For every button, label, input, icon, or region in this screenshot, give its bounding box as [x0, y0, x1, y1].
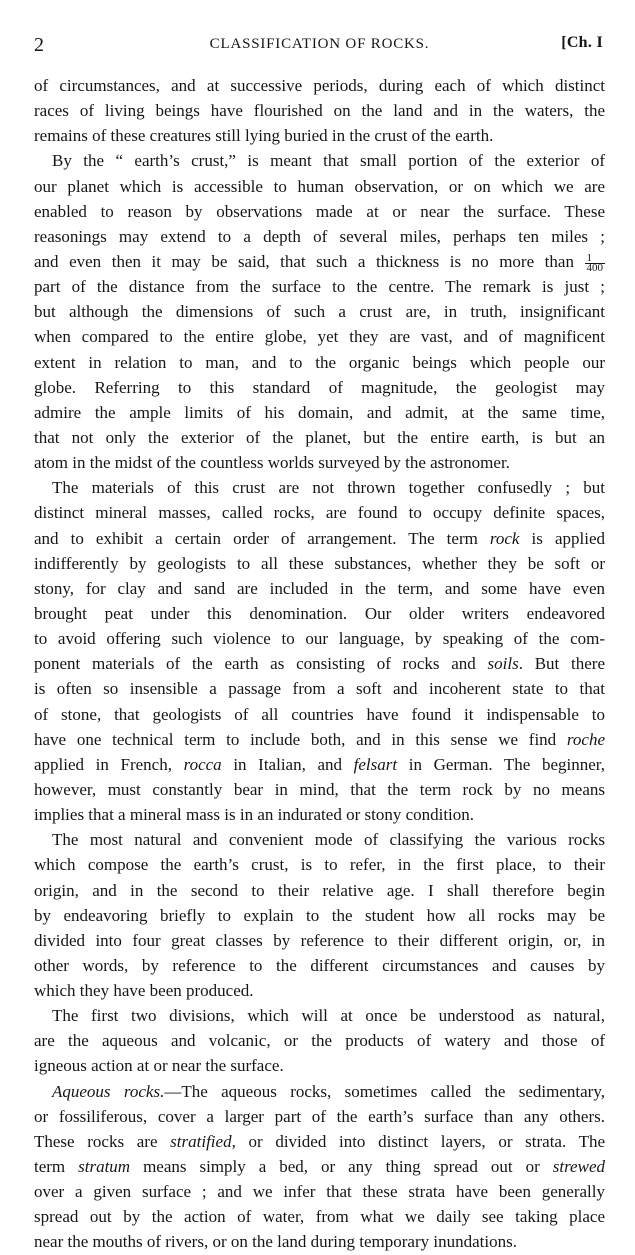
text-segment: —The aqueous rocks, sometimes called the sedimentary,	[164, 1081, 605, 1101]
text-line	[34, 450, 605, 475]
text-line	[34, 878, 605, 903]
text-segment: in German. The beginner,	[397, 754, 605, 774]
italic-term: felsart	[353, 754, 398, 774]
text-segment: By the “ earth’s crust,” is meant that small portion of the exterior of	[52, 151, 605, 171]
text-segment: over a given surface ; and we infer that these strata have been generally	[34, 1182, 605, 1202]
text-line	[34, 601, 605, 626]
fraction	[585, 251, 606, 274]
text-segment: remains of these creatures still lying buried in the crust of the earth.	[34, 126, 494, 146]
text-line	[34, 148, 605, 173]
text-segment: near the mouths of rivers, or on the land during temporary inundations.	[34, 1232, 517, 1252]
text-line	[34, 425, 605, 450]
text-line	[34, 576, 605, 601]
text-segment: origin, and in the second to their relative age. I shall therefore begin	[34, 880, 605, 900]
text-segment: term	[34, 1157, 79, 1177]
text-line	[34, 1179, 605, 1204]
text-line	[34, 1129, 605, 1154]
text-line	[34, 978, 605, 1003]
text-segment: however, must constantly bear in mind, that the term rock by no means	[34, 779, 605, 799]
text-segment: but although the dimensions of such a crust are, in truth, insignificant	[34, 302, 605, 322]
text-line	[34, 1028, 605, 1053]
text-segment: , or divided into distinct layers, or strata. The	[231, 1131, 605, 1151]
text-line	[34, 249, 605, 274]
italic-term: stratum	[78, 1157, 131, 1177]
body-text	[34, 73, 605, 1255]
text-line	[34, 1204, 605, 1229]
text-line	[34, 651, 605, 676]
running-title: CLASSIFICATION OF ROCKS.	[209, 36, 430, 52]
text-segment: have one technical term to include both, and in this sense we find	[34, 729, 567, 749]
text-segment: races of living beings have flourished on the land and in the waters, the	[34, 101, 605, 121]
text-segment: brought peat under this denomination. Our older writers endeavored	[34, 603, 605, 623]
text-line	[34, 777, 605, 802]
text-segment: other words, by reference to the different circumstances and causes by	[34, 955, 605, 975]
text-segment: means simply a bed, or any thing spread out or	[130, 1157, 553, 1177]
text-segment: applied in French,	[34, 754, 184, 774]
text-segment: spread out by the action of water, from what we daily see taking place	[34, 1207, 605, 1227]
text-segment: admire the ample limits of his domain, and admit, at the same time,	[34, 402, 605, 422]
text-segment: that not only the exterior of the planet, but the entire earth, is but an	[34, 427, 605, 447]
text-segment: igneous action at or near the surface.	[34, 1056, 284, 1076]
text-line	[34, 350, 605, 375]
text-line	[34, 199, 605, 224]
text-segment: of circumstances, and at successive periods, during each of which distinct	[34, 76, 605, 95]
italic-term: soils	[487, 654, 519, 674]
text-segment: . But there	[518, 654, 605, 674]
text-segment: and to exhibit a certain order of arrangement. The term	[34, 528, 490, 548]
text-line	[34, 802, 605, 827]
text-line	[34, 1003, 605, 1028]
italic-term: roche	[566, 729, 605, 749]
text-line	[34, 1229, 605, 1254]
text-segment: divided into four great classes by reference to their different origin, or, in	[34, 930, 605, 950]
text-segment: atom in the midst of the countless worlds surveyed by the astronomer.	[34, 453, 510, 473]
text-segment: of stone, that geologists of all countries have found it indispensable to	[34, 704, 605, 724]
text-segment: in Italian, and	[221, 754, 354, 774]
text-line	[34, 526, 605, 551]
text-segment: indifferently by geologists to all these substances, whether they be soft or	[34, 553, 605, 573]
text-segment: is often so insensible a passage from a soft and incoherent state to that	[34, 679, 605, 699]
text-line	[34, 1104, 605, 1129]
text-line	[34, 1079, 605, 1104]
text-segment: The materials of this crust are not thrown together confusedly ; but	[52, 478, 605, 498]
text-line	[34, 174, 605, 199]
fraction-denominator: 400	[586, 261, 603, 274]
italic-term: rock	[489, 528, 520, 548]
italic-term: stratified	[170, 1131, 232, 1151]
text-line	[34, 324, 605, 349]
text-line	[34, 928, 605, 953]
text-line	[34, 1154, 605, 1179]
text-line	[34, 73, 605, 98]
text-segment: The first two divisions, which will at once be understood as natural,	[52, 1006, 605, 1026]
text-line	[34, 375, 605, 400]
text-segment: are the aqueous and volcanic, or the products of watery and those of	[34, 1031, 605, 1051]
text-line	[34, 953, 605, 978]
text-line	[34, 274, 605, 299]
page-number: 2	[34, 34, 45, 56]
text-segment: implies that a mineral mass is in an indurated or stony condition.	[34, 805, 475, 825]
text-segment: which compose the earth’s crust, is to refer, in the first place, to their	[34, 855, 605, 875]
text-segment: distinct mineral masses, called rocks, are found to occupy definite spaces,	[34, 503, 605, 523]
text-segment: enabled to reason by observations made at or near the surface. These	[34, 201, 605, 221]
fraction-numerator: 1	[585, 254, 606, 264]
text-line	[34, 500, 605, 525]
text-segment: stony, for clay and sand are included in the term, and some have even	[34, 578, 605, 598]
text-line	[34, 702, 605, 727]
text-segment: part of the distance from the surface to the centre. The remark is just ;	[34, 277, 605, 297]
text-line	[34, 752, 605, 777]
text-line	[34, 98, 605, 123]
text-segment: or fossiliferous, cover a larger part of the earth’s surface than any others.	[34, 1106, 605, 1126]
italic-term: strewed	[552, 1157, 605, 1177]
text-segment: is applied	[519, 528, 605, 548]
text-line	[34, 475, 605, 500]
text-line	[34, 224, 605, 249]
text-line	[34, 903, 605, 928]
chapter-label: [Ch. I	[561, 34, 603, 51]
text-segment: by endeavoring briefly to explain to the student how all rocks may be	[34, 905, 605, 925]
text-line	[34, 676, 605, 701]
italic-term: rocca	[183, 754, 222, 774]
text-segment: reasonings may extend to a depth of several miles, perhaps ten miles ;	[34, 226, 605, 246]
running-header	[34, 34, 605, 58]
text-segment: which they have been produced.	[34, 981, 254, 1001]
text-segment: when compared to the entire globe, yet they are vast, and of magnificent	[34, 327, 605, 347]
text-segment: These rocks are	[34, 1131, 171, 1151]
text-segment: extent in relation to man, and to the organic beings which people our	[34, 352, 605, 372]
text-segment: our planet which is accessible to human observation, or on which we are	[34, 176, 605, 196]
text-segment: globe. Referring to this standard of magnitude, the geologist may	[34, 377, 605, 397]
text-segment: The most natural and convenient mode of classifying the various rocks	[52, 830, 605, 850]
text-segment: to avoid offering such violence to our language, by speaking of the com-	[34, 629, 605, 649]
text-segment: and even then it may be said, that such a thickness is no more than	[34, 251, 585, 271]
text-line	[34, 400, 605, 425]
text-line	[34, 626, 605, 651]
text-segment: ponent materials of the earth as consisting of rocks and	[34, 654, 488, 674]
text-line	[34, 1053, 605, 1078]
text-line	[34, 727, 605, 752]
text-line	[34, 852, 605, 877]
text-line	[34, 299, 605, 324]
text-line	[34, 123, 605, 148]
text-line	[34, 551, 605, 576]
text-line	[34, 827, 605, 852]
italic-term: Aqueous rocks.	[52, 1081, 165, 1101]
